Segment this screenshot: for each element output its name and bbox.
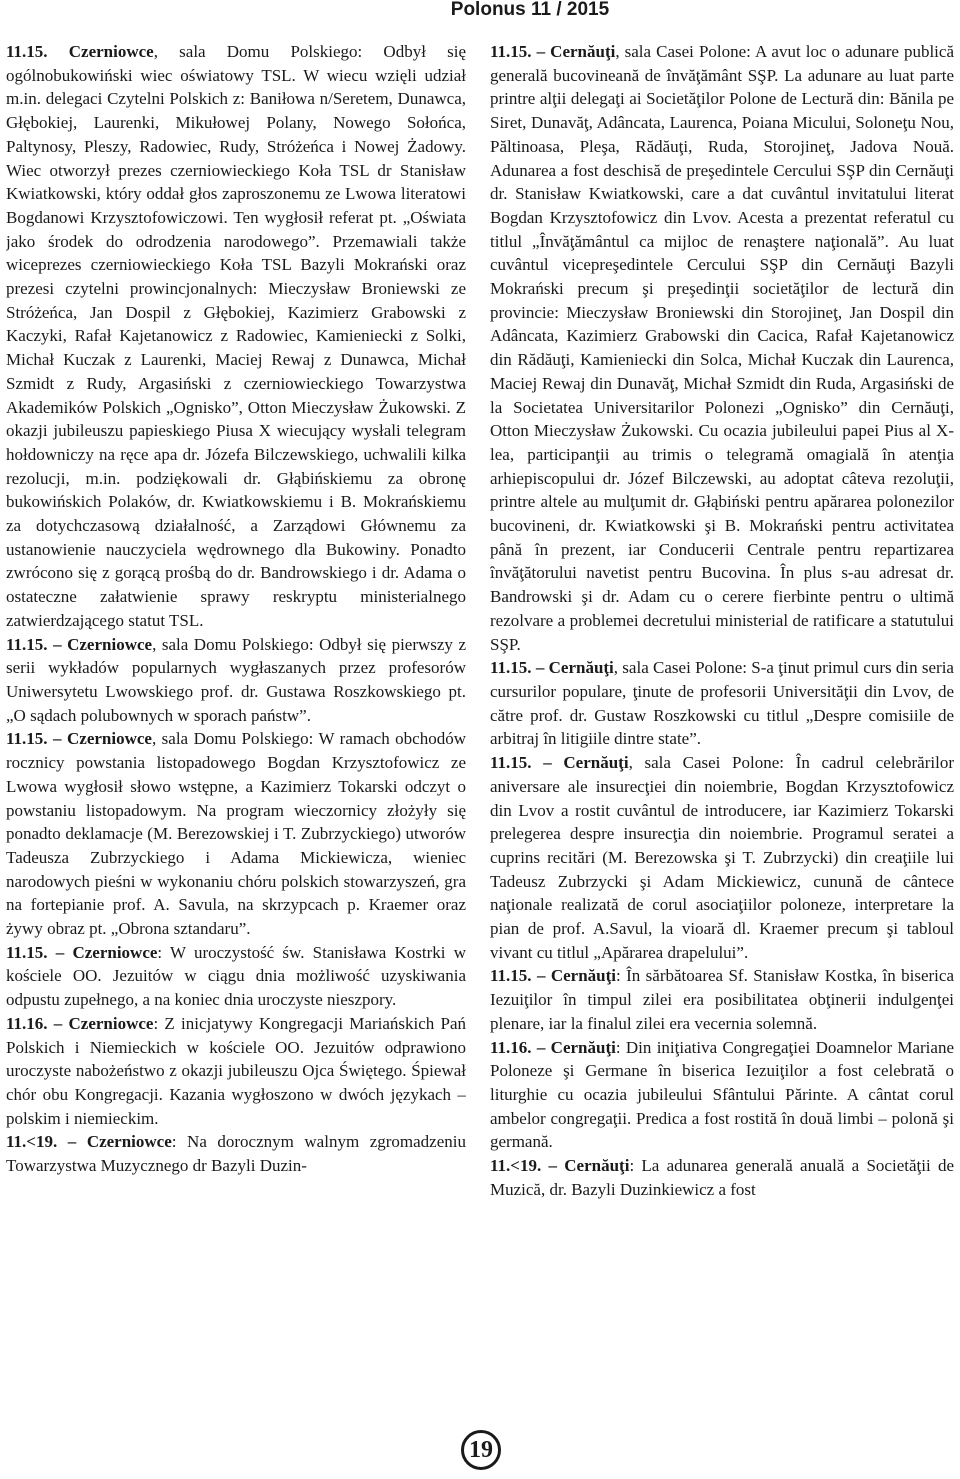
entry-date-place: 11.15. – Cernăuţi [490,966,617,986]
entry-date-place: 11.15. – Czerniowce [6,634,153,654]
entry-text: , sala Domu Polskiego: Odbył się ogólnobukowiński wiec oświatowy TSL. W wiecu wzięli udział m.in. delegaci Czytelni Polskich z: Baniłowa n/Seretem, Dunawca, Głębokiej, Laurenki, Mikułowej Polany, Nowego Sołońca, Paltynosy, Pleszy, Radowiec, Rudy, Stróżeńca i Nowej Żadowy. Wiec otworzył prezes czerniowieckiego Koła TSL dr Stanisław Kwiatkowski, który oddał głos zaproszonemu ze Lwowa literatowi Bogdanowi Krzysztofowiczowi. Ten wygłosił referat pt. „Oświata jako środek do odrodzenia narodowego”. Przemawiali także wiceprezes czerniowieckiego Koła TSL Bazyli Mokrański oraz prezesi czytelni prowincjonalnych: Mieczysław Broniewski ze Stróżeńca, Jan Dospil z Głębokiej, Kazimierz Grabowski z Kaczyki, Rafał Kajetanowicz z Radowiec, Kamieniecki z Solki, Michał Kuczak z Laurenki, Maciej Rewaj z Dunawca, Michał Szmidt z Rudy, Argasiński z czerniowieckiego Towarzystwa Akademików Polskich „Ognisko”, Otton Mieczysław Żukowski. Z okazji jubileuszu papieskiego Piusa X wiecujący wysłali telegram hołdowniczy na ręce apa dr. Józefa Bilczewskiego, uchwalili kilka rezolucji, m.in. podziękowali dr. Głąbińskiemu za obronę bukowińskich Polaków, dr. Kwiatkowskiemu i B. Mokrańskiemu za dotychczasową działalność, a Zarządowi Głównemu za ustanowienie nauczyciela wędrownego dla Bukowiny. Ponadto zwrócono się z gorącą prośbą do dr. Bandrowskiego i dr. Adama o ostateczne załatwienie sprawy reskryptu ministerialnego zatwierdzającego statut TSL. [6,42,466,630]
entry-text: : W uroczystość św. Stanisława Kostrki w kościele OO. Jezuitów w ciągu dnia możliwość uzyskiwania odpustu zupełnego, a na koniec dnia uroczyste nieszpory. [6,942,466,1010]
entry-date-place: 11.16. – Cernăuţi [490,1037,616,1057]
entry-date-place: 11.15. Czerniowce [6,42,154,61]
entry-paragraph [490,1036,954,1155]
entry-date-place: 11.15. – Czerniowce [6,942,158,962]
page-number: 19 [461,1430,501,1470]
entry-text: : Z inicjatywy Kongregacji Mariańskich Pań Polskich i Niemieckich w kościele OO. Jezuitów odprawiono uroczyste nabożeństwo z okazji jubileuszu Ojca Świętego. Śpiewał chór obu Kongregacji. Kazania wygłoszono w dwóch językach – polskim i niemieckim. [6,1013,466,1128]
entry-text: , sala Casei Polone: În cadrul celebrărilor aniversare ale insurecţiei din noiembrie, Bogdan Krzysztofowicz din Lvov a rostit cuvântul de introducere, iar Kazimierz Tokarski prelegerea despre insurecţia din noiembrie. Programul seratei a cuprins recitări (M. Berezowska şi T. Zubrzycki) din creaţiile lui Tadeusz Zubrzycki şi Adam Mickiewicz, cunună de cântece naţionale realizată de corul asociaţiilor poloneze, interpretare la pian de prof. A.Savul, la vioară dl. Kraemer precum şi tabloul vivant cu titlul „Apărarea drapelului”. [490,753,954,962]
page-header: Polonus 11 / 2015 [450,0,610,20]
entry-text: , sala Casei Polone: S-a ţinut primul curs din seria cursurilor populare, ţinute de profesorii Universităţii din Lvov, de către prof. dr. Gustaw Roszkowski cu titlul „Despre comisiile de arbitraj în litigiile dintre state”. [490,658,954,749]
entry-paragraph [6,941,466,1012]
entry-paragraph [6,727,466,940]
entry-text: : Na dorocznym walnym zgromadzeniu Towarzystwa Muzycznego dr Bazyli Duzin- [6,1132,466,1176]
entry-text: , sala Domu Polskiego: Odbył się pierwszy z serii wykładów popularnych wygłaszanych przez profesorów Uniwersytetu Lwowskiego prof. dr. Gustawa Roszkowskiego pt. „O sądach polubownych w sporach państw”. [6,634,466,725]
entry-paragraph [490,1154,954,1201]
entry-date-place: 11.15. – Czerniowce [6,729,152,749]
entry-date-place: 11.<19. – Czerniowce [6,1132,172,1152]
entry-text: , sala Casei Polone: A avut loc o adunare publică generală bucovineană de învăţământ SŞP. La adunare au luat parte printre alţii delegaţi ai Societăţilor Polone de Lectură din: Bănila pe Siret, Dunavăţ, Adâncata, Laurenca, Poiana Micului, Soloneţu Nou, Păltinoasa, Pleşa, Rădăuţi, Ruda, Storojineţ, Jadova Nouă. Adunarea a fost deschisă de preşedintele Cercului SŞP din Cernăuţi dr. Stanisław Kwiatkowski, care a dat cuvântul invitatului literat Bogdan Krzysztofowicz din Lvov. Acesta a prezentat referatul cu titlul „Învăţământul ca mijloc de renaştere naţională”. Au luat cuvântul vicepreşedintele Cercului SŞP din Cernăuţi Bazyli Mokrański precum şi preşedinţii societăţilor de lectură din provincie: Mieczysław Broniewski din Storojineţ, Jan Dospil din Adâncata, Kazimierz Grabowski din Cacica, Rafał Kajetanowicz din Rădăuţi, Kamieniecki din Solca, Michał Kuczak din Laurenca, Maciej Rewaj din Dunavăţ, Michał Szmidt din Ruda, Argasiński de la Societatea Universitarilor Polonezi „Ognisko” din Cernăuţi, Otton Mieczysław Żukowski. Cu ocazia jubileului papei Pius al X-lea, participanţii au trimis o telegramă omagială în atenţia arhiepiscopului dr. Józef Bilczewski, au adoptat câteva rezoluţii, printre altele au mulţumit dr. Głąbiński pentru apărarea polonezilor bucovineni, dr. Kwiatkowski şi B. Mokrański pentru activitatea până în prezent, iar Conducerii Centrale pentru repartizarea învăţătorului navetist pentru Bucovina. În plus s-au adresat dr. Bandrowski şi dr. Adam cu o cerere fierbinte pentru o ultimă rezolvare a problemei decretului ministerial de ratificare a statutului SŞP. [490,42,954,654]
entry-paragraph [6,40,466,633]
entry-date-place: 11.16. – Czerniowce [6,1013,154,1033]
entry-text: : În sărbătoarea Sf. Stanisław Kostka, în biserica Iezuiţilor în timpul zilei era posibilitatea obţinerii indulgenţei plenare, iar la finalul zilei era vecernia solemnă. [490,966,954,1033]
entry-date-place: 11.15. – Cernăuţi [490,753,629,773]
entry-text: : La adunarea generală anuală a Societăţii de Muzică, dr. Bazyli Duzinkiewicz a fost [490,1156,954,1199]
entry-text: : Din iniţiativa Congregaţiei Doamnelor Mariane Poloneze şi Germane în biserica Iezuiţilor a fost celebrată o liturghie cu ocazia jubileului Sfântului Părinte. A cântat corul ambelor congregaţii. Predica a fost rostită în două limbi – polonă şi germană. [490,1037,954,1152]
entry-paragraph [490,751,954,964]
entry-paragraph [6,1012,466,1131]
entry-date-place: 11.15. – Cernăuţi [490,658,614,678]
entry-paragraph [490,964,954,1035]
entry-paragraph [490,40,954,656]
right-column-romanian [490,40,954,1430]
entry-date-place: 11.15. – Cernăuţi [490,42,616,61]
entry-paragraph [490,656,954,751]
entry-date-place: 11.<19. – Cernăuţi [490,1156,630,1176]
entry-paragraph [6,1130,466,1177]
entry-text: , sala Domu Polskiego: W ramach obchodów rocznicy powstania listopadowego Bogdan Krzysztofowicz ze Lwowa wygłosił słowo wstępne, a Kazimierz Tokarski odczyt o powstaniu listopadowym. Na program wieczornicy złożyły się ponadto deklamacje (M. Berezowskiej i T. Zubrzyckiego) utworów Tadeusza Zubrzyckiego i Adama Mickiewicza, wieniec narodowych pieśni w wykonaniu chóru polskich stowarzyszeń, gra na fortepianie prof. A. Savula, na skrzypcach p. Kraemer oraz żywy obraz pt. „Obrona sztandaru”. [6,729,466,939]
left-column-polish [6,40,466,1430]
entry-paragraph [6,633,466,728]
